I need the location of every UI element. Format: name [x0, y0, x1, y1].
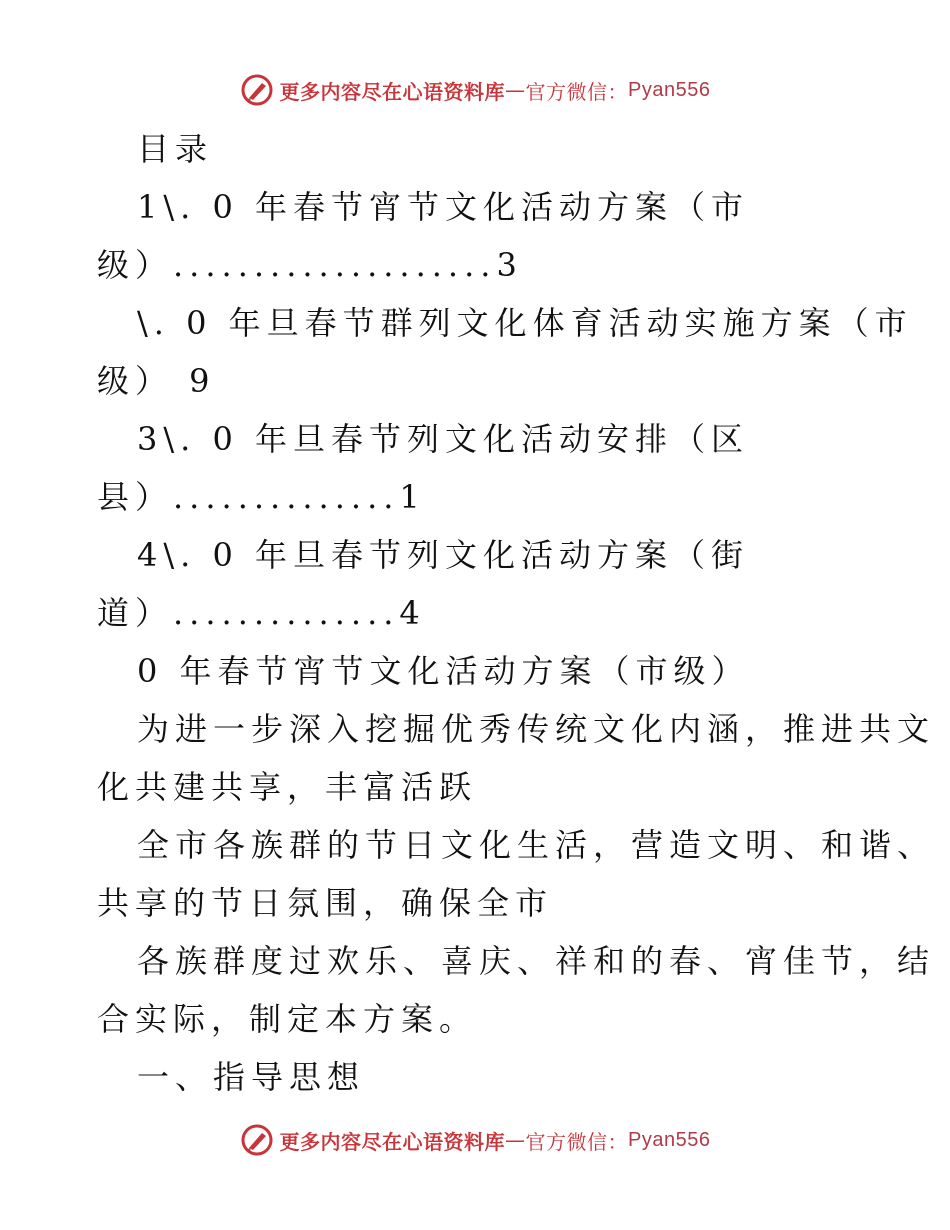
paragraph-line: 为进一步深入挖掘优秀传统文化内涵，推进共文	[137, 710, 936, 748]
toc-entry-4-line-1: 4\. 0 年旦春节列文化活动方案（街	[137, 536, 750, 574]
heading-guiding-ideology: 一、指导思想	[137, 1058, 366, 1096]
paragraph-line: 化共建共享，丰富活跃	[97, 768, 478, 806]
watermark-dash: —	[505, 78, 526, 102]
toc-entry-3-line-1: 3\. 0 年旦春节列文化活动安排（区	[137, 420, 750, 458]
pen-logo-icon	[240, 73, 274, 107]
section-title: 0 年春节宵节文化活动方案（市级）	[137, 652, 750, 690]
paragraph-line: 共享的节日氛围，确保全市	[97, 884, 554, 922]
document-body	[97, 120, 936, 1106]
toc-entry-2-line-2: 级） 9	[97, 362, 216, 400]
toc-entry-2-line-1: \. 0 年旦春节群列文化体育活动实施方案（市	[137, 304, 913, 342]
toc-entry-4-line-2: 道）..............4	[97, 594, 426, 632]
paragraph-line: 合实际，制定本方案。	[97, 1000, 478, 1038]
footer-watermark	[0, 1120, 950, 1160]
watermark-main-text: 更多内容尽在心语资料库	[279, 79, 506, 104]
watermark-wechat-text: 官方微信：	[525, 1129, 629, 1154]
toc-title: 目录	[137, 130, 214, 168]
toc-entry-3-line-2: 县）..............1	[97, 478, 426, 516]
pen-logo-icon	[240, 1123, 274, 1157]
paragraph-line: 各族群度过欢乐、喜庆、祥和的春、宵佳节，结	[137, 942, 936, 980]
watermark-wechat-text: 官方微信：	[525, 79, 629, 104]
watermark-wechat-id: Pyan556	[628, 1128, 711, 1151]
toc-entry-1-line-2: 级）....................3	[97, 246, 523, 284]
watermark-main-text: 更多内容尽在心语资料库	[279, 1129, 506, 1154]
paragraph-line: 全市各族群的节日文化生活，营造文明、和谐、	[137, 826, 936, 864]
toc-entry-1-line-1: 1\. 0 年春节宵节文化活动方案（市	[137, 188, 750, 226]
header-watermark	[0, 70, 950, 110]
watermark-dash: —	[505, 1128, 526, 1152]
watermark-wechat-id: Pyan556	[628, 78, 711, 101]
